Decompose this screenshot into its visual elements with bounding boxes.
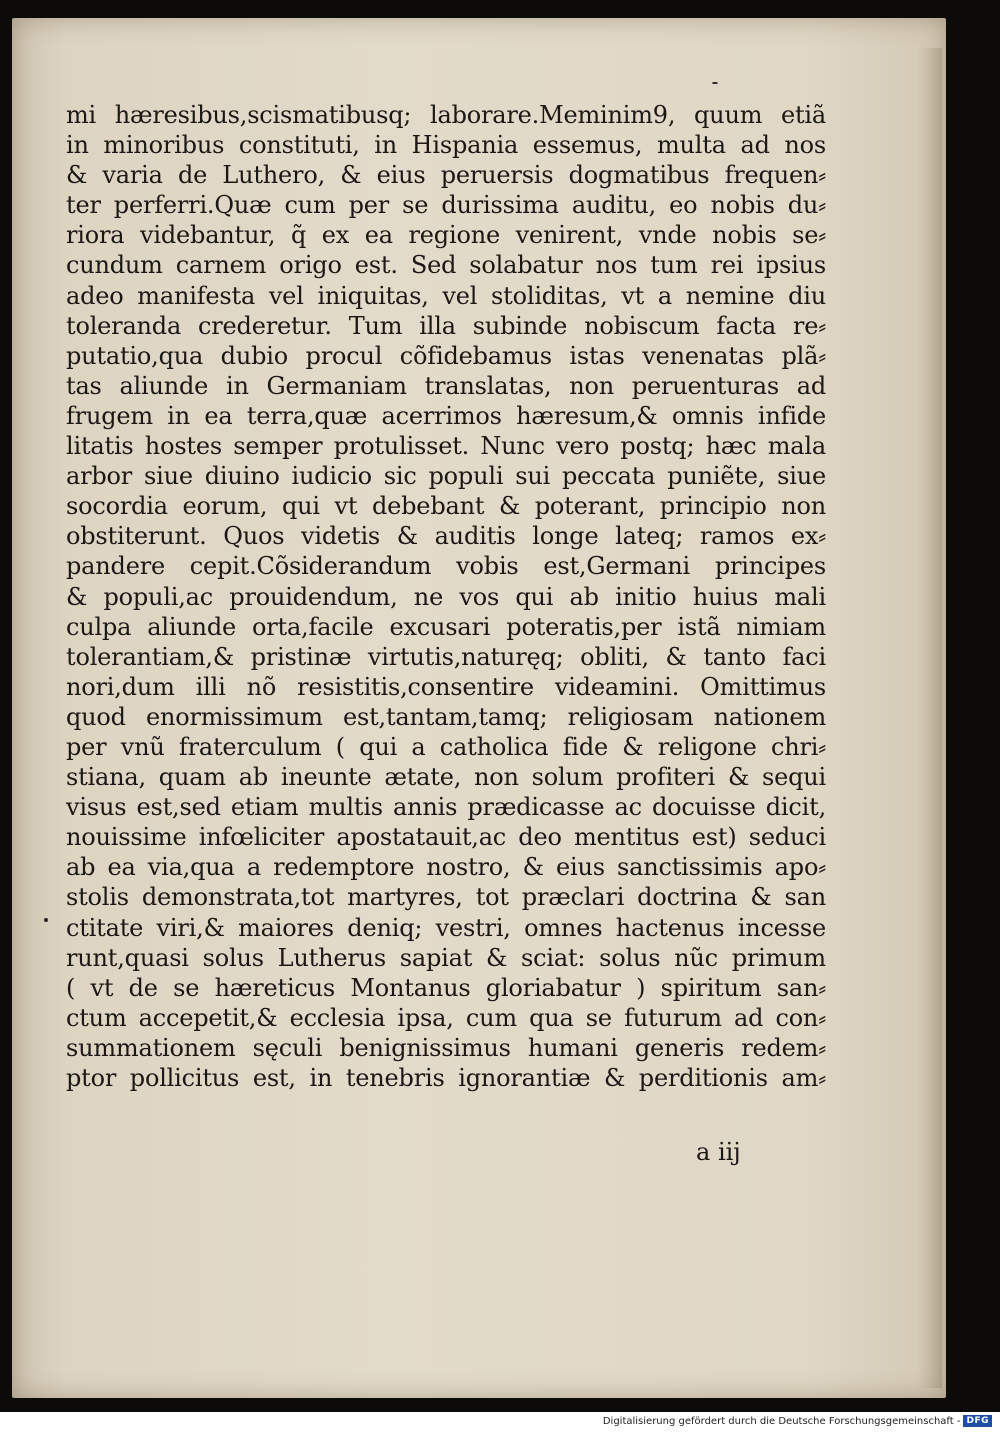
text-line: arbor siue diuino iudicio sic populi sui peccata puniẽte, siue <box>66 462 826 491</box>
text-line: ( vt de se hæreticus Montanus gloriabatur ) spiritum san⸗ <box>66 973 826 1002</box>
text-line: runt,quasi solus Lutherus sapiat & sciat: solus nũc primum <box>66 943 826 972</box>
text-line: cundum carnem origo est. Sed solabatur nos tum rei ipsius <box>66 251 826 280</box>
text-line: ab ea via,qua a redemptore nostro, & eius sanctissimis apo⸗ <box>66 853 826 882</box>
text-line: stolis demonstrata,tot martyres, tot præclari doctrina & san <box>66 883 826 912</box>
text-line: litatis hostes semper protulisset. Nunc vero postq; hæc mala <box>66 432 826 461</box>
text-line: riora videbantur, q̃ ex ea regione venirent, vnde nobis se⸗ <box>66 221 826 250</box>
text-line: obstiterunt. Quos videtis & auditis longe lateq; ramos ex⸗ <box>66 522 826 551</box>
text-line: toleranda crederetur. Tum illa subinde nobiscum facta re⸗ <box>66 311 826 340</box>
credit-text: Digitalisierung gefördert durch die Deutsche Forschungsgemeinschaft - <box>602 1415 961 1427</box>
text-line: ter perferri.Quæ cum per se durissima auditu, eo nobis du⸗ <box>66 191 826 220</box>
text-line: culpa aliunde orta,facile excusari poteratis,per istã nimiam <box>66 612 826 641</box>
text-line: ptor pollicitus est, in tenebris ignorantiæ & perditionis am⸗ <box>66 1064 826 1092</box>
text-line: ctitate viri,& maiores deniq; vestri, omnes hactenus incesse <box>66 913 826 942</box>
text-line: nori,dum illi nõ resistitis,consentire videamini. Omittimus <box>66 672 826 701</box>
text-line: pandere cepit.Cõsiderandum vobis est,Germani principes <box>66 552 826 581</box>
text-line: mi hæresibus,scismatibusq; laborare.Meminim9, quum etiã <box>66 101 826 129</box>
text-line: quod enormissimum est,tantam,tamq; religiosam nationem <box>66 702 826 731</box>
body-text <box>66 100 826 1093</box>
text-line: nouissime infœliciter apostatauit,ac deo mentitus est) seduci <box>66 823 826 852</box>
text-line: stiana, quam ab ineunte ætate, non solum profiteri & sequi <box>66 763 826 792</box>
text-line: socordia eorum, qui vt debebant & poterant, principio non <box>66 492 826 521</box>
text-line: visus est,sed etiam multis annis prædicasse ac docuisse dicit, <box>66 793 826 822</box>
dfg-logo: DFG <box>963 1415 992 1427</box>
text-line: summationem sęculi benignissimus humani generis redem⸗ <box>66 1033 826 1062</box>
signature-mark: a iij <box>696 1138 741 1166</box>
digitization-credit <box>603 1415 992 1427</box>
text-line: in minoribus constituti, in Hispania essemus, multa ad nos <box>66 131 826 160</box>
ink-speck <box>44 918 48 922</box>
text-line: & varia de Luthero, & eius peruersis dogmatibus frequen⸗ <box>66 161 826 190</box>
page-edge-shadow <box>918 48 942 1388</box>
text-line: putatio,qua dubio procul cõfidebamus istas venenatas plã⸗ <box>66 341 826 370</box>
text-line: per vnũ fraterculum ( qui a catholica fide & religone chri⸗ <box>66 732 826 761</box>
text-line: ctum accepetit,& ecclesia ipsa, cum qua se futurum ad con⸗ <box>66 1003 826 1032</box>
text-line: tolerantiam,& pristinæ virtutis,naturęq; obliti, & tanto faci <box>66 642 826 671</box>
text-line: & populi,ac prouidendum, ne vos qui ab initio huius mali <box>66 582 826 611</box>
text-line: adeo manifesta vel iniquitas, vel stoliditas, vt a nemine diu <box>66 281 826 310</box>
text-line: frugem in ea terra,quæ acerrimos hæresum,& omnis infide <box>66 401 826 430</box>
text-line: tas aliunde in Germaniam translatas, non peruenturas ad <box>66 371 826 400</box>
ink-speck <box>712 82 718 84</box>
